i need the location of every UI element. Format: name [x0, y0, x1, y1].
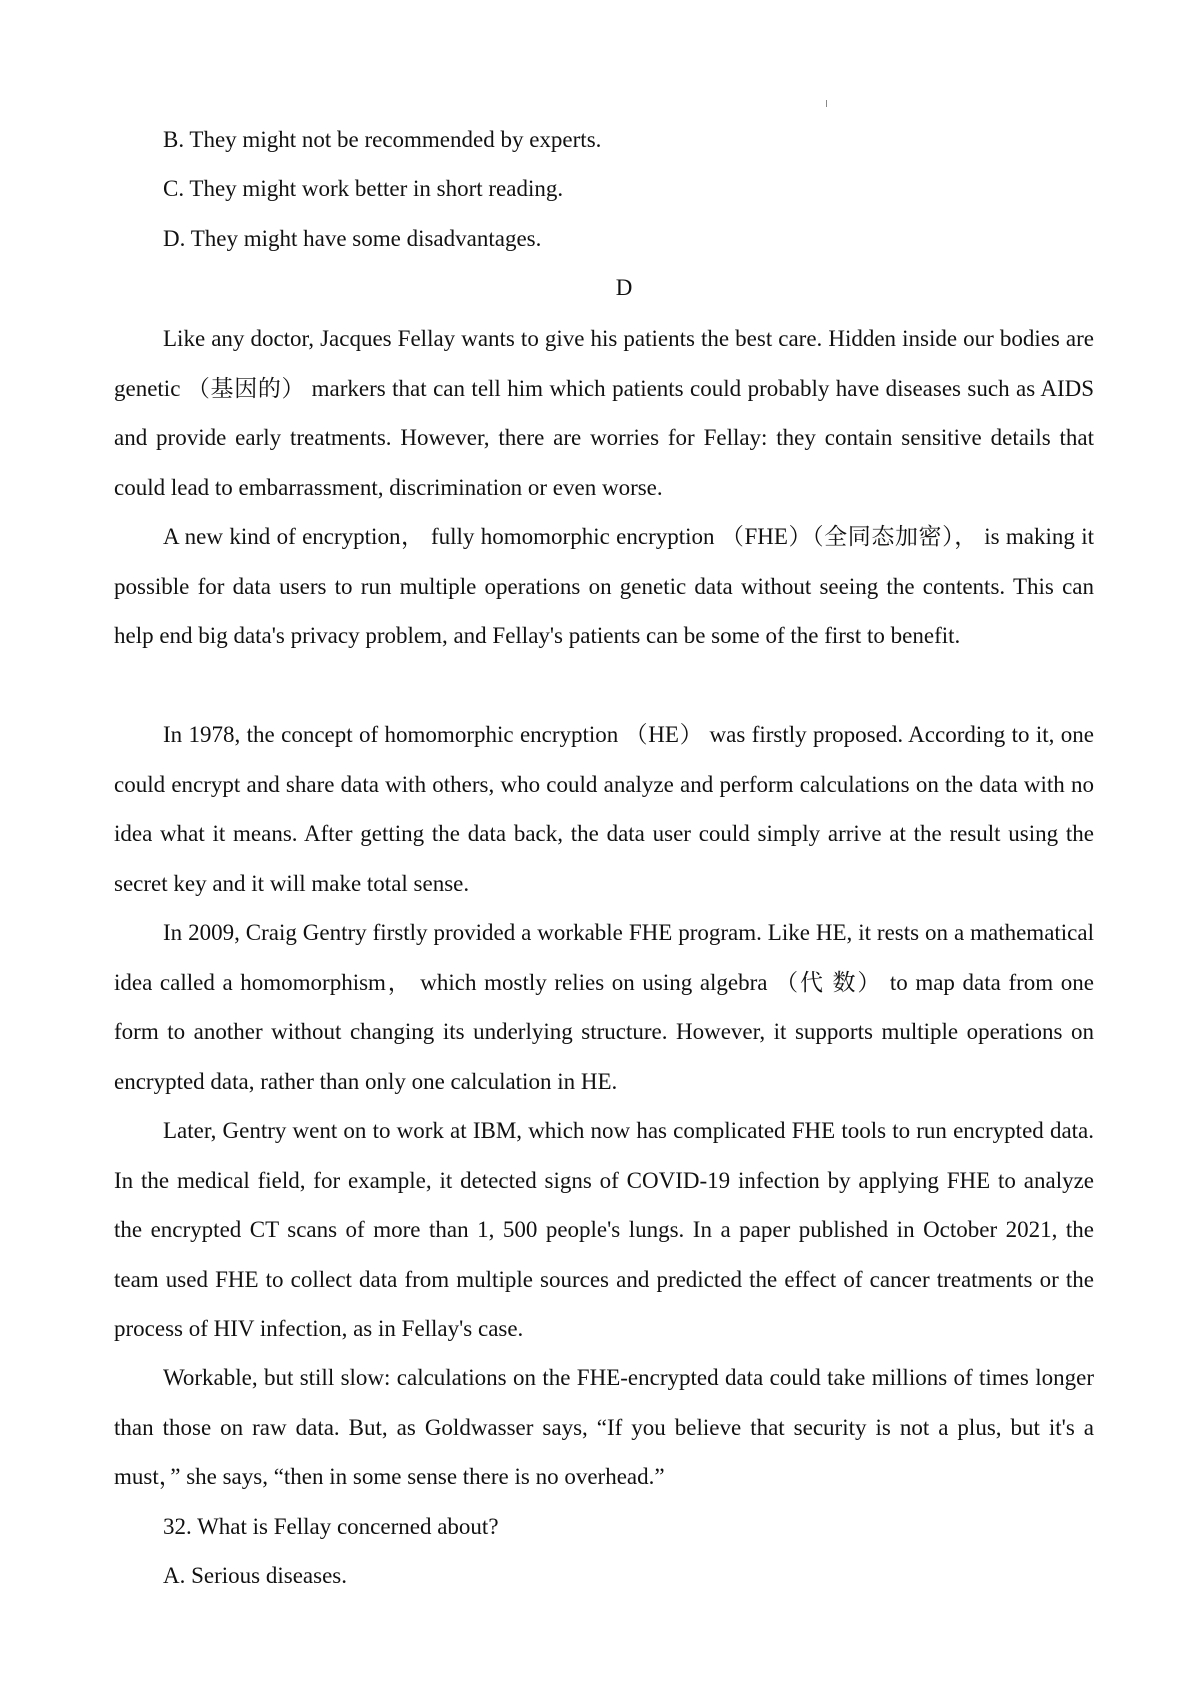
- paragraph-5: Later, Gentry went on to work at IBM, which now has complicated FHE tools to run encrypted data. In the medical field, for example, it detected signs of COVID-19 infection by applying FHE to analyze the encrypted CT scans of more than 1, 500 people's lungs. In a paper published in October 2021, the team used FHE to collect data from multiple sources and predicted the effect of cancer treatments or the process of HIV infection, as in Fellay's case.: [114, 1118, 1094, 1341]
- section-heading: D: [615, 275, 633, 300]
- page-mark: [826, 100, 827, 107]
- option-b: B. They might not be recommended by experts.: [163, 127, 602, 152]
- option-d: D. They might have some disadvantages.: [163, 226, 542, 251]
- question-32: 32. What is Fellay concerned about?: [163, 1514, 499, 1539]
- paragraph-4: In 2009, Craig Gentry firstly provided a workable FHE program. Like HE, it rests on a mathematical idea called a homomorphism， which mostly relies on using algebra （代 数） to map data from one form to another without changing its underlying structure. However, it supports multiple operations on encrypted data, rather than only one calculation in HE.: [114, 920, 1094, 1094]
- paragraph-6: Workable, but still slow: calculations on the FHE-encrypted data could take millions of times longer than those on raw data. But, as Goldwasser says, “If you believe that security is not a plus, but it's a must，” she says, “then in some sense there is no overhead.”: [114, 1365, 1094, 1489]
- paragraph-3: In 1978, the concept of homomorphic encryption （HE） was firstly proposed. According to it, one could encrypt and share data with others, who could analyze and perform calculations on the data with no idea what it means. After getting the data back, the data user could simply arrive at the result using the secret key and it will make total sense.: [114, 722, 1094, 896]
- paragraph-2: A new kind of encryption， fully homomorphic encryption （FHE）（全同态加密）， is making it possible for data users to run multiple operations on genetic data without seeing the contents. This can help end big data's privacy problem, and Fellay's patients can be some of the first to benefit.: [114, 524, 1094, 648]
- option-c: C. They might work better in short reading.: [163, 176, 564, 201]
- paragraph-1: Like any doctor, Jacques Fellay wants to give his patients the best care. Hidden inside our bodies are genetic （基因的） markers that can tell him which patients could probably have diseases such as AIDS and provide early treatments. However, there are worries for Fellay: they contain sensitive details that could lead to embarrassment, discrimination or even worse.: [114, 326, 1094, 500]
- question-32-option-a: A. Serious diseases.: [163, 1563, 347, 1588]
